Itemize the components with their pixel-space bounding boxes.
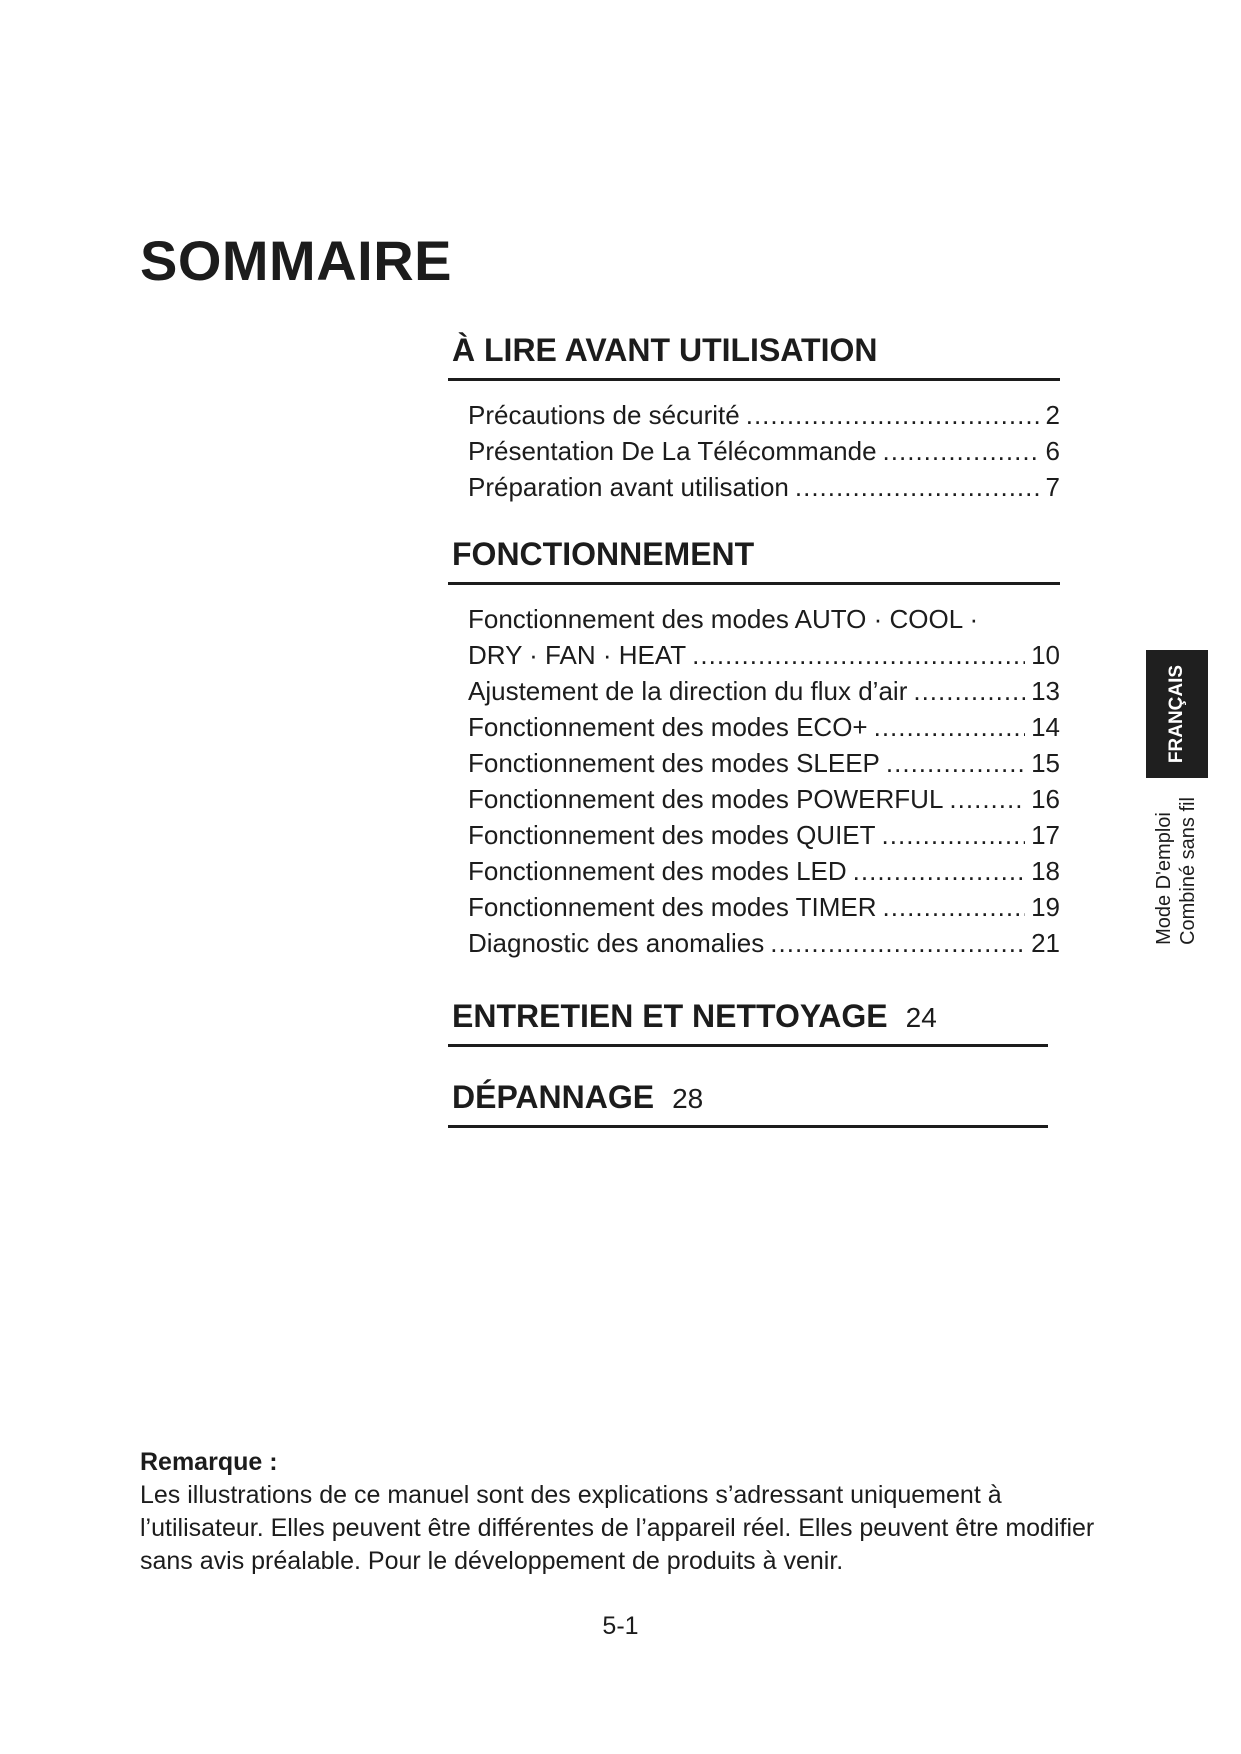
toc-entry-page: 6	[1045, 436, 1060, 466]
remark-text: Les illustrations de ce manuel sont des explications s’adressant uniquement à l’utilisateur. Elles peuvent être différentes de l’appareil réel. Elles peuvent être modifier sans avis préalable. Pour le développement de produits à venir.	[140, 1481, 1095, 1575]
toc-entry-label: Précautions de sécurité	[468, 400, 740, 430]
toc-section-maintenance[interactable]	[448, 996, 1048, 1047]
toc-entry-page: 17	[1031, 820, 1060, 850]
toc-entry[interactable]	[468, 709, 1060, 745]
page-number: 5-1	[602, 1612, 639, 1640]
toc-entry-page: 15	[1031, 748, 1060, 778]
toc-entry[interactable]	[468, 469, 1060, 505]
side-caption	[1136, 797, 1216, 945]
section-heading	[448, 996, 1048, 1036]
dot-leader	[883, 433, 1040, 469]
toc-entry-page: 2	[1045, 400, 1060, 430]
language-tab	[1146, 650, 1208, 778]
dot-leader	[746, 397, 1040, 433]
toc-entry[interactable]	[468, 673, 1060, 709]
toc-entry-page: 16	[1031, 784, 1060, 814]
toc-entry-label: DRY · FAN · HEAT	[468, 640, 687, 670]
language-tab-label: FRANÇAIS	[1166, 664, 1188, 764]
remark-block	[140, 1446, 1100, 1578]
dot-leader	[770, 925, 1025, 961]
toc-entry[interactable]	[468, 817, 1060, 853]
toc-entry-list	[448, 397, 1060, 505]
toc-entry-label: Ajustement de la direction du flux d’air	[468, 676, 908, 706]
dot-leader	[882, 889, 1025, 925]
dot-leader	[874, 709, 1025, 745]
toc-entry[interactable]	[468, 889, 1060, 925]
page-title: SOMMAIRE	[140, 229, 452, 292]
toc-entry-list	[448, 601, 1060, 961]
toc-entry-page: 7	[1045, 472, 1060, 502]
toc-entry-label: Fonctionnement des modes TIMER	[468, 892, 877, 922]
side-caption-line2: Combiné sans fil	[1177, 797, 1199, 945]
section-divider	[448, 1044, 1048, 1047]
toc-entry-label: Fonctionnement des modes POWERFUL	[468, 784, 944, 814]
toc-entry-page: 10	[1031, 640, 1060, 670]
toc-entry[interactable]	[468, 853, 1060, 889]
section-heading-label: ENTRETIEN ET NETTOYAGE	[452, 998, 888, 1034]
dot-leader	[913, 673, 1025, 709]
section-heading-page: 24	[905, 1002, 937, 1033]
toc-entry-label: Fonctionnement des modes SLEEP	[468, 748, 880, 778]
section-heading-label: DÉPANNAGE	[452, 1079, 655, 1115]
toc-section-before-use	[448, 330, 1060, 505]
toc-section-operation	[448, 534, 1060, 961]
toc-entry-label: Fonctionnement des modes LED	[468, 856, 847, 886]
section-divider	[448, 378, 1060, 381]
dot-leader	[692, 637, 1025, 673]
toc-entry[interactable]	[468, 745, 1060, 781]
toc-entry-page: 19	[1031, 892, 1060, 922]
section-heading	[448, 1077, 1048, 1117]
toc-entry[interactable]	[468, 433, 1060, 469]
toc-entry-label: Préparation avant utilisation	[468, 472, 789, 502]
dot-leader	[949, 781, 1025, 817]
toc-entry-page: 13	[1031, 676, 1060, 706]
toc-entry-page: 14	[1031, 712, 1060, 742]
dot-leader	[886, 745, 1025, 781]
toc-section-troubleshooting[interactable]	[448, 1077, 1048, 1128]
toc-entry-label: Fonctionnement des modes QUIET	[468, 820, 876, 850]
dot-leader	[882, 817, 1026, 853]
toc-entry-label: Fonctionnement des modes AUTO · COOL ·	[468, 604, 979, 634]
side-caption-line1: Mode D'emploi	[1153, 812, 1175, 945]
toc-entry-label: Fonctionnement des modes ECO+	[468, 712, 868, 742]
section-heading: FONCTIONNEMENT	[452, 536, 755, 572]
toc-entry[interactable]	[468, 925, 1060, 961]
remark-label: Remarque :	[140, 1448, 278, 1476]
toc-entry[interactable]	[468, 781, 1060, 817]
toc-entry-page: 18	[1031, 856, 1060, 886]
toc-entry[interactable]	[468, 637, 1060, 673]
toc-entry-page: 21	[1031, 928, 1060, 958]
section-divider	[448, 1125, 1048, 1128]
section-heading: À LIRE AVANT UTILISATION	[452, 332, 878, 368]
toc-entry[interactable]	[468, 601, 1060, 637]
section-heading-page: 28	[672, 1083, 704, 1114]
dot-leader	[795, 469, 1040, 505]
dot-leader	[853, 853, 1025, 889]
toc-entry-label: Présentation De La Télécommande	[468, 436, 877, 466]
toc-entry[interactable]	[468, 397, 1060, 433]
section-divider	[448, 582, 1060, 585]
toc-entry-label: Diagnostic des anomalies	[468, 928, 765, 958]
